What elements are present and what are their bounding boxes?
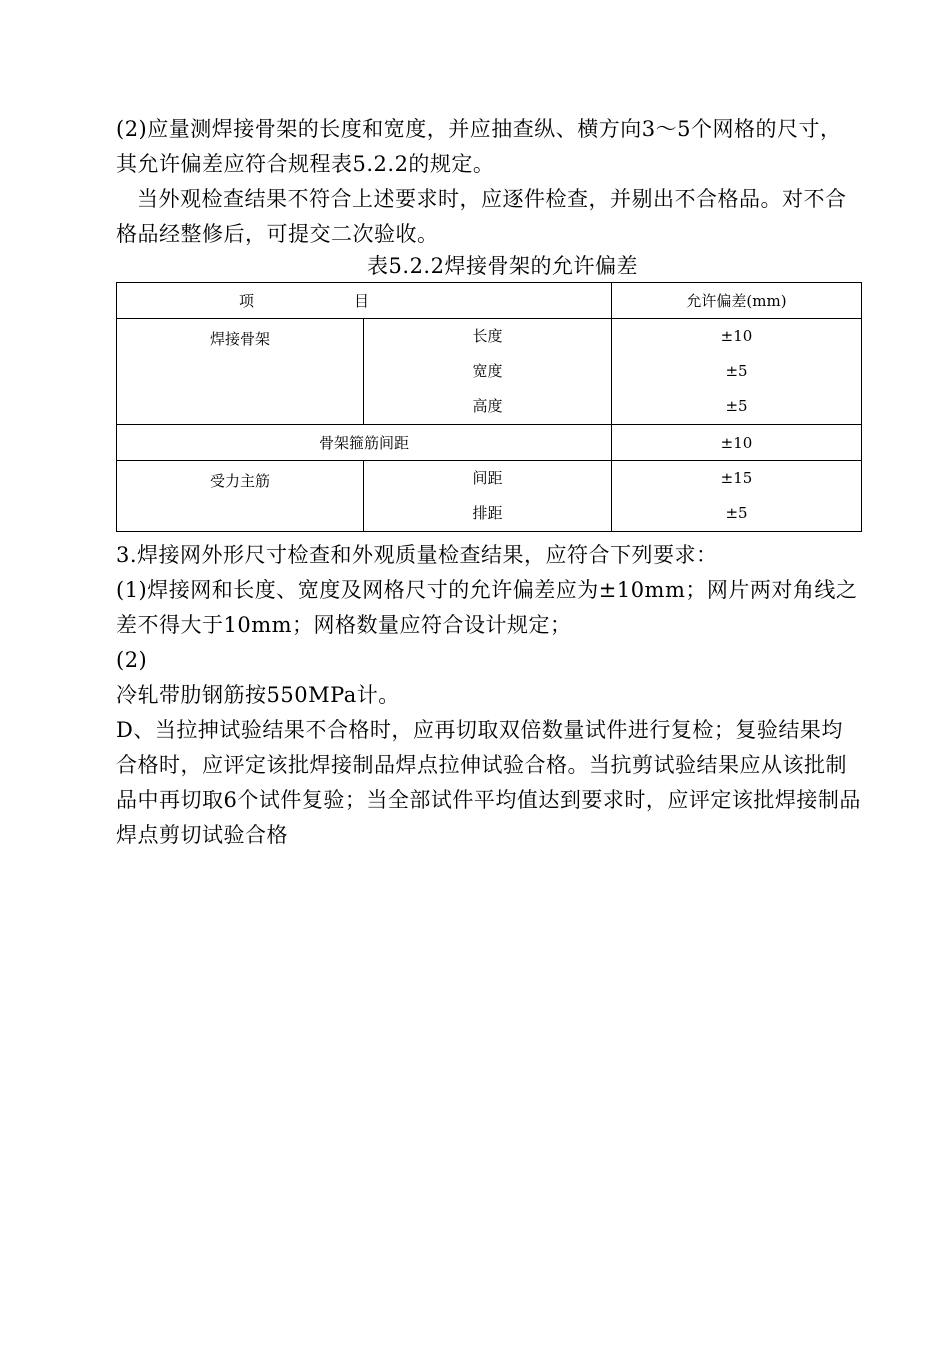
table-row-skeleton bbox=[117, 319, 862, 425]
paragraph-mesh-requirements: 3.焊接网外形尺寸检查和外观质量检查结果，应符合下列要求： bbox=[116, 543, 718, 567]
sub-item: 间距 bbox=[472, 469, 503, 487]
paragraph-cold-rolled: 冷轧带肋钢筋按550MPa计。 bbox=[116, 683, 400, 707]
main-rebar-label: 受力主筋 bbox=[117, 461, 364, 532]
tolerance-value: ±5 bbox=[725, 362, 748, 380]
sub-item: 宽度 bbox=[472, 362, 503, 380]
tolerance-value: ±5 bbox=[725, 504, 748, 522]
header-item-right: 目 bbox=[354, 292, 370, 310]
main-rebar-values bbox=[612, 461, 862, 532]
tolerance-value: ±5 bbox=[725, 397, 748, 415]
tolerance-value: ±15 bbox=[720, 469, 753, 487]
paragraph-retest: D、当拉抻试验结果不合格时，应再切取双倍数量试件进行复检；复验结果均合格时，应评定该批焊接制品焊点拉伸试验合格。当抗剪试验结果应从该批制品中再切取6个试件复验；当全部试件平均值达到要求时，应评定该批焊接制品焊点剪切试验合格 bbox=[116, 718, 861, 847]
paragraph-item-2: (2) bbox=[116, 648, 148, 672]
paragraph-visual-inspection: 当外观检查结果不符合上述要求时，应逐件检查，并剔出不合格品。对不合格品经整修后，可提交二次验收。 bbox=[116, 187, 847, 246]
sub-item: 长度 bbox=[472, 327, 503, 345]
table-header-row bbox=[117, 283, 862, 319]
skeleton-values bbox=[612, 319, 862, 425]
tolerance-table bbox=[116, 282, 862, 532]
header-tolerance-cell: 允许偏差(mm) bbox=[612, 283, 862, 319]
sub-item: 高度 bbox=[472, 397, 503, 415]
tolerance-value: ±10 bbox=[720, 327, 753, 345]
stirrup-spacing-value: ±10 bbox=[612, 425, 862, 461]
paragraph-skeleton-measurement: (2)应量测焊接骨架的长度和宽度，并应抽查纵、横方向3～5个网格的尺寸，其允许偏差应符合规程表5.2.2的规定。 bbox=[116, 117, 842, 176]
table-row-main-rebar bbox=[117, 461, 862, 532]
table-caption: 表5.2.2焊接骨架的允许偏差 bbox=[367, 254, 638, 278]
skeleton-subitems bbox=[364, 319, 612, 425]
sub-item: 排距 bbox=[472, 504, 503, 522]
header-item-cell bbox=[117, 283, 612, 319]
document-page bbox=[116, 112, 861, 853]
skeleton-label: 焊接骨架 bbox=[117, 319, 364, 425]
header-item-left: 项 bbox=[238, 292, 254, 310]
main-rebar-subitems bbox=[364, 461, 612, 532]
table-row-stirrup-spacing bbox=[117, 425, 862, 461]
stirrup-spacing-label: 骨架箍筋间距 bbox=[117, 425, 612, 461]
paragraph-mesh-tolerance: (1)焊接网和长度、宽度及网格尺寸的允许偏差应为±10mm；网片两对角线之差不得大于10mm；网格数量应符合设计规定； bbox=[116, 578, 858, 637]
